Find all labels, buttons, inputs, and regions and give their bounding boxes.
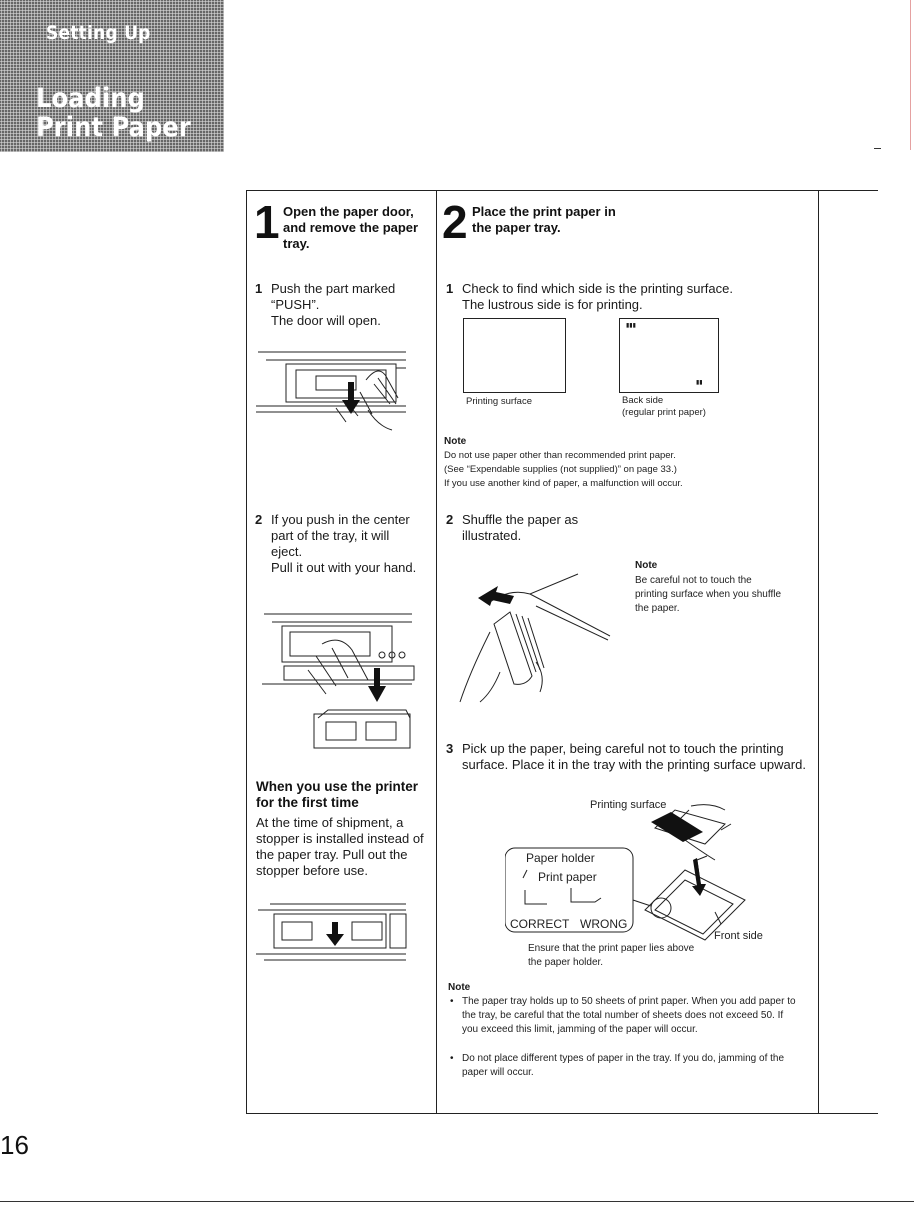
fig-printing-surface-label: Printing surface xyxy=(590,799,667,811)
back-side-label: Back side xyxy=(622,395,664,406)
printing-surface-sheet xyxy=(463,318,566,393)
substep-2-text: Shuffle the paper as illustrated. xyxy=(462,512,579,543)
substep-2-text: If you push in the center part of the tray, it will eject. Pull it out with your hand. xyxy=(271,512,417,575)
fig-correct-label: CORRECT xyxy=(510,917,570,931)
note-1-line-3: If you use another kind of paper, a malfunction will occur. xyxy=(444,478,683,489)
bullet-marker: • xyxy=(450,1053,454,1064)
step-number-2: 2 xyxy=(442,196,468,248)
printing-surface-label: Printing surface xyxy=(466,396,533,407)
section-label: Setting Up xyxy=(46,22,151,44)
note-1-line-1: Do not use paper other than recommended print paper. xyxy=(444,450,676,461)
stopper-illustration xyxy=(256,896,412,974)
page-number: 16 xyxy=(0,1130,29,1160)
frame-bottom-rule xyxy=(246,1113,878,1114)
edge-mark xyxy=(874,148,881,149)
note-3-bullet-1: The paper tray holds up to 50 sheets of print paper. When you add paper to the tray, be careful that the total number of sheets does not exceed 50. If you exceed this limit, jamming of the paper will occur. xyxy=(462,996,796,1035)
back-side-sheet: ▮▮▮ ▮▮ xyxy=(619,318,719,393)
step-number-1: 1 xyxy=(254,196,280,248)
printer-door-illustration xyxy=(256,340,416,438)
fig-paper-holder-label: Paper holder xyxy=(526,851,595,865)
column-divider xyxy=(436,190,437,1114)
shuffle-paper-illustration xyxy=(450,562,630,712)
fig-caption: Ensure that the print paper lies above the paper holder. xyxy=(528,943,695,968)
first-time-heading: When you use the printer for the first time xyxy=(256,779,419,810)
note-1-heading: Note xyxy=(444,436,467,447)
step-2-title: Place the print paper in the paper tray. xyxy=(472,204,616,235)
frame-top-rule xyxy=(246,190,878,191)
step-1-title: Open the paper door, and remove the paper tray. xyxy=(283,204,419,251)
first-time-text: At the time of shipment, a stopper is installed instead of the paper tray. Pull out the stopper before use. xyxy=(256,815,424,878)
page-title: Loading Print Paper xyxy=(36,83,191,143)
tray-eject-illustration xyxy=(262,604,418,756)
substep-2-number: 2 xyxy=(446,512,454,527)
note-3-heading: Note xyxy=(448,982,471,993)
substep-3-text: Pick up the paper, being careful not to touch the printing surface. Place it in the tray with the printing surface upward. xyxy=(462,741,806,772)
fig-wrong-label: WRONG xyxy=(580,917,628,931)
note-2-text: Be careful not to touch the printing surface when you shuffle the paper. xyxy=(635,575,782,614)
frame-right-rule xyxy=(818,190,819,1114)
substep-1-text: Check to find which side is the printing surface. The lustrous side is for printing. xyxy=(462,281,733,312)
substep-2-number: 2 xyxy=(255,512,263,527)
note-2-heading: Note xyxy=(635,560,658,571)
bullet-marker: • xyxy=(450,996,454,1007)
note-1-line-2: (See “Expendable supplies (not supplied)” on page 33.) xyxy=(444,464,677,475)
section-header-block xyxy=(0,0,224,152)
fig-print-paper-label: Print paper xyxy=(538,870,597,884)
fig-front-side-label: Front side xyxy=(714,930,763,942)
frame-left-rule xyxy=(246,190,247,1114)
note-3-bullet-2: Do not place different types of paper in the tray. If you do, jamming of the paper will occur. xyxy=(462,1053,785,1078)
substep-3-number: 3 xyxy=(446,741,454,756)
back-side-sublabel: (regular print paper) xyxy=(622,407,706,418)
substep-1-text: Push the part marked “PUSH”. The door will open. xyxy=(271,281,396,328)
substep-1-number: 1 xyxy=(255,281,263,296)
bottom-rule xyxy=(0,1201,914,1202)
substep-1-number: 1 xyxy=(446,281,454,296)
page-edge-line xyxy=(910,0,911,150)
